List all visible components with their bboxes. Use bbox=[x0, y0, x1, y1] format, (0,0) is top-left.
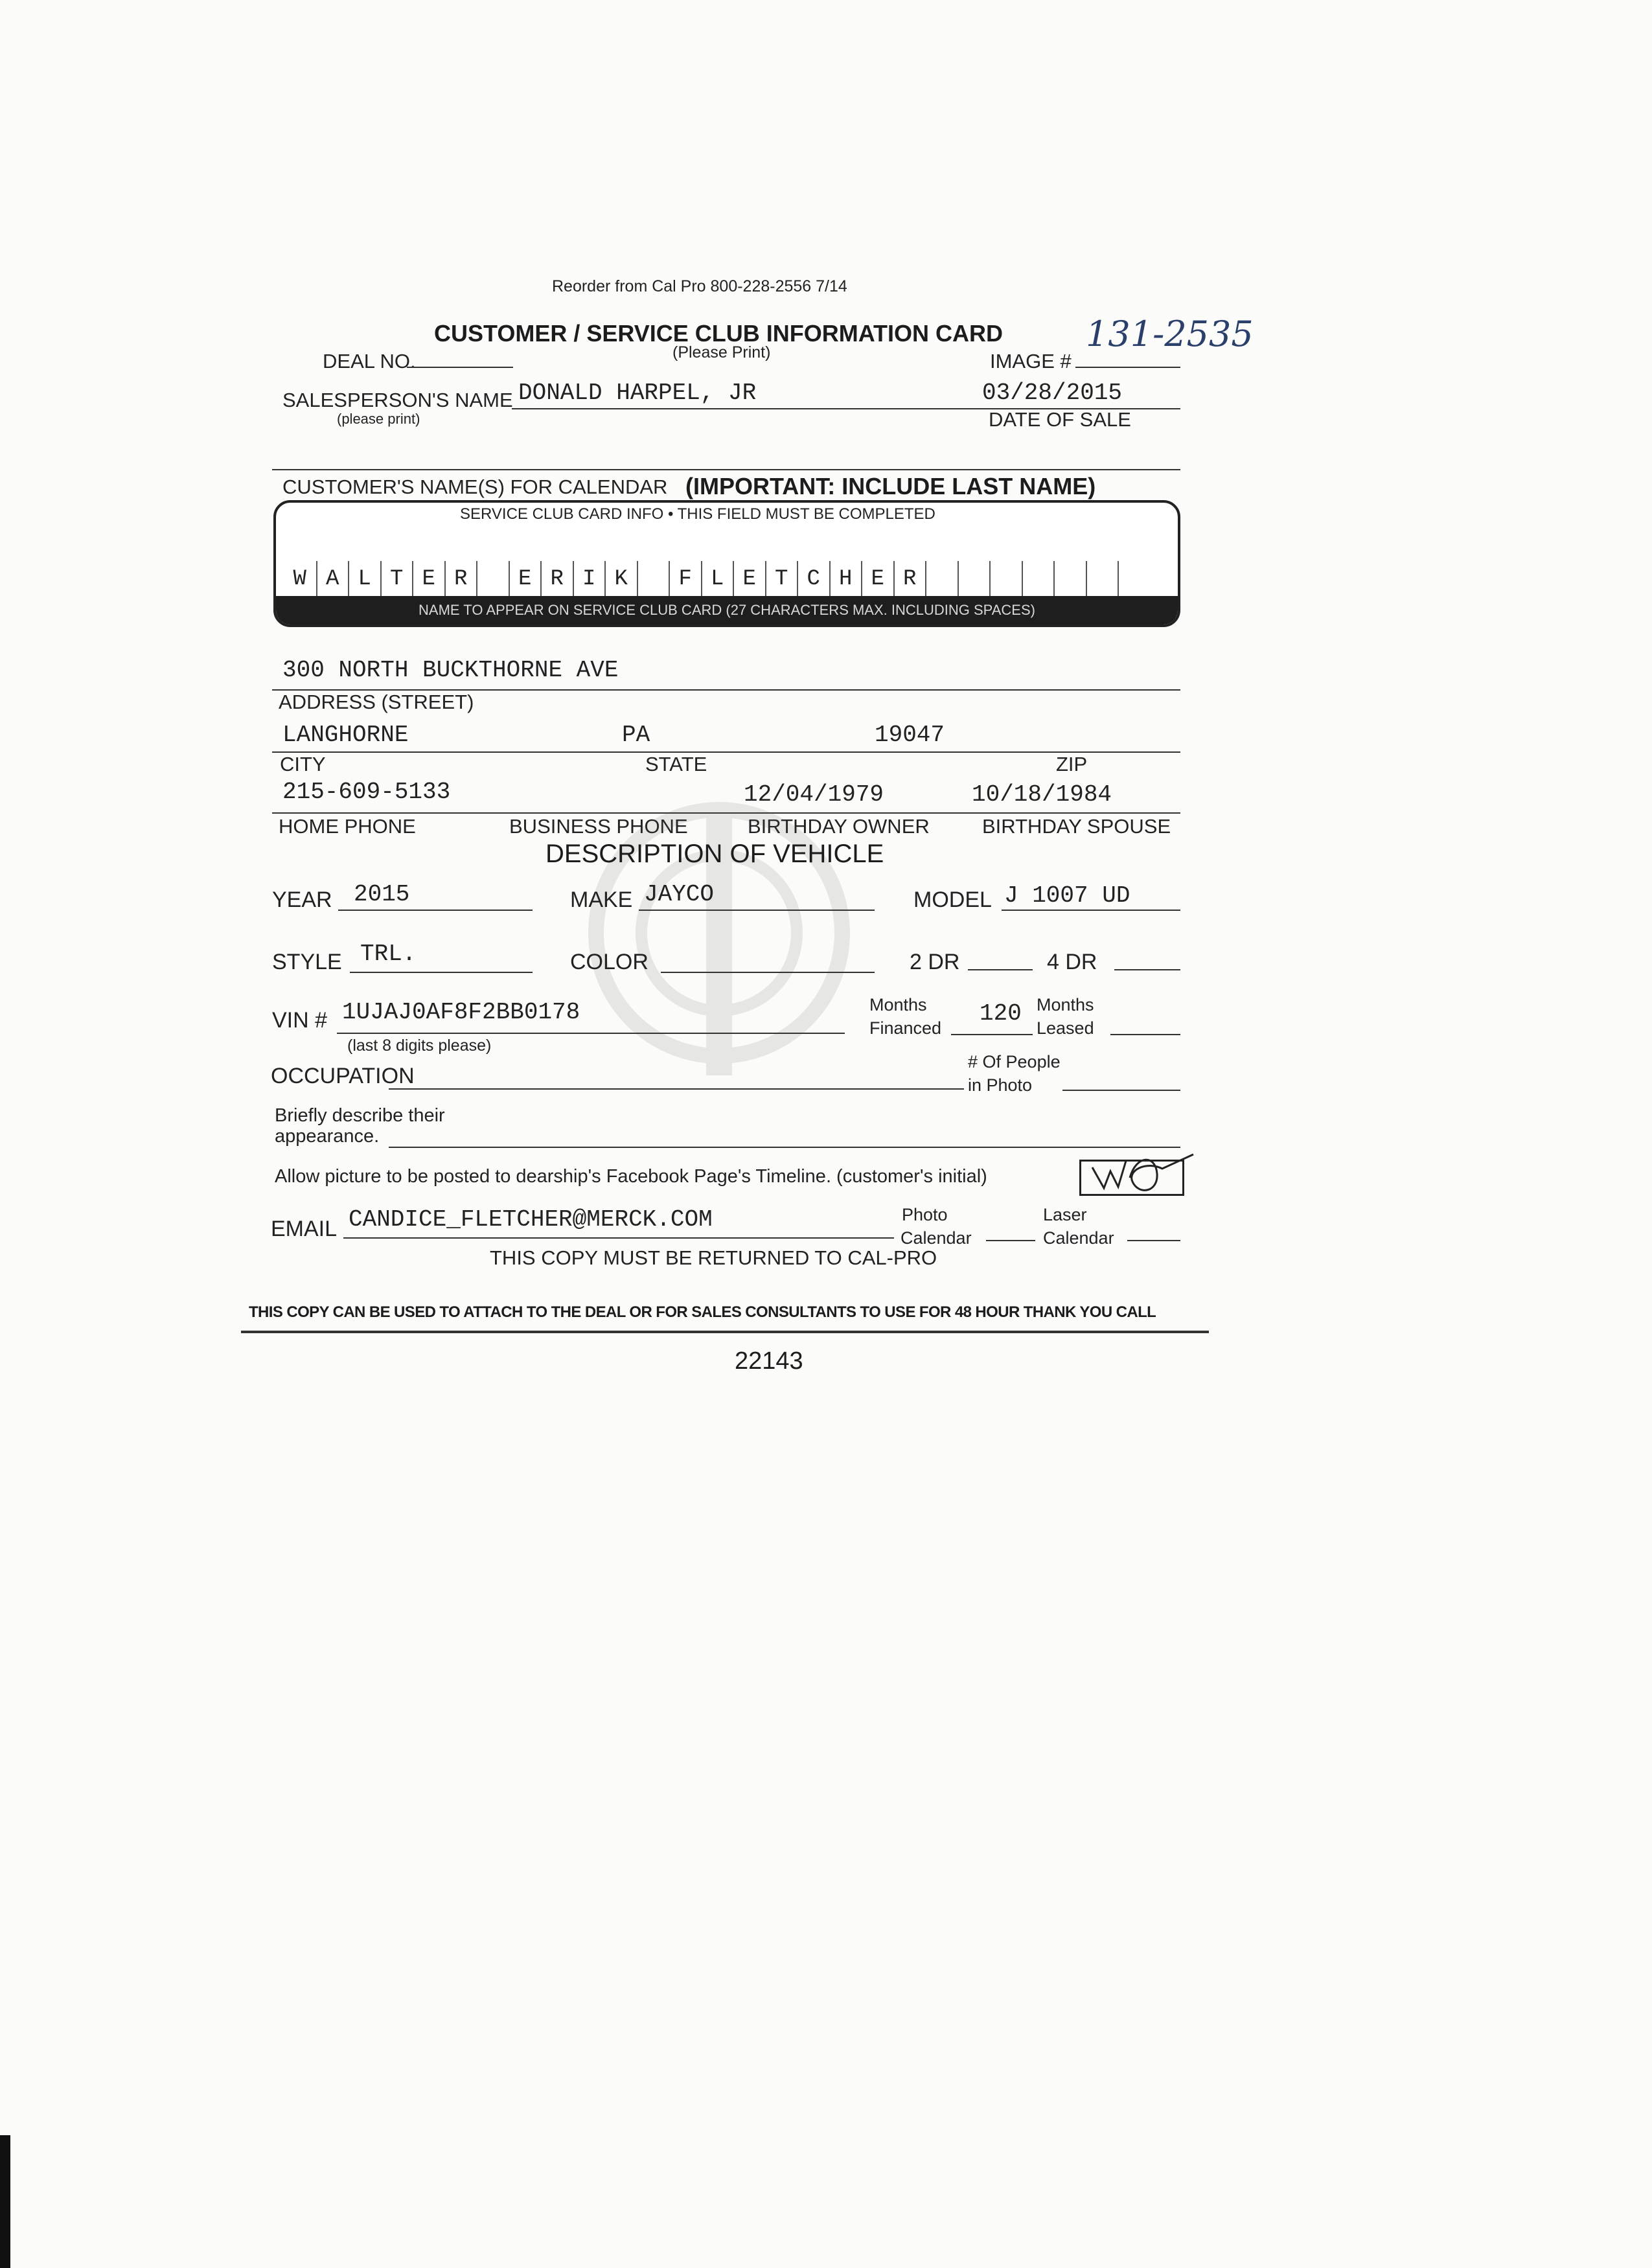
people-label-top: # Of People bbox=[968, 1052, 1061, 1071]
birthday-owner-value[interactable]: 12/04/1979 bbox=[744, 781, 884, 808]
reorder-note: Reorder from Cal Pro 800-228-2556 7/14 bbox=[552, 277, 847, 295]
service-card-char-cell[interactable] bbox=[1086, 561, 1118, 597]
occupation-label: OCCUPATION bbox=[271, 1064, 415, 1088]
email-label: EMAIL bbox=[271, 1217, 338, 1241]
months-financed-label-top: Months bbox=[869, 995, 927, 1014]
service-card-char-cell[interactable]: H bbox=[829, 561, 862, 597]
months-leased-label-bottom: Leased bbox=[1037, 1018, 1094, 1038]
deal-no-field[interactable] bbox=[407, 367, 513, 368]
return-note: THIS COPY MUST BE RETURNED TO CAL-PRO bbox=[490, 1246, 937, 1269]
service-card-footer: NAME TO APPEAR ON SERVICE CLUB CARD (27 CHARACTERS MAX. INCLUDING SPACES) bbox=[276, 596, 1178, 624]
vin-line bbox=[337, 1033, 845, 1034]
model-line bbox=[1002, 910, 1180, 911]
deal-no-label: DEAL NO. bbox=[323, 350, 416, 372]
service-card-char-cell[interactable]: L bbox=[348, 561, 380, 597]
style-line bbox=[350, 972, 533, 973]
vin-label: VIN # bbox=[272, 1008, 328, 1033]
birthday-spouse-label: BIRTHDAY SPOUSE bbox=[982, 815, 1171, 838]
laser-calendar-line[interactable] bbox=[1127, 1240, 1180, 1241]
service-card-char-cell[interactable]: T bbox=[765, 561, 797, 597]
service-card-char-cell[interactable] bbox=[1022, 561, 1054, 597]
home-phone-value[interactable]: 215-609-5133 bbox=[282, 779, 451, 805]
service-card-char-cell[interactable]: I bbox=[573, 561, 605, 597]
model-value[interactable]: J 1007 UD bbox=[1004, 882, 1130, 909]
image-no-handwritten: 131-2535 bbox=[1086, 314, 1254, 354]
date-of-sale-label: DATE OF SALE bbox=[989, 408, 1131, 431]
people-line[interactable] bbox=[1062, 1090, 1180, 1091]
months-leased-line[interactable] bbox=[1110, 1034, 1180, 1035]
style-label: STYLE bbox=[272, 950, 342, 974]
laser-calendar-label-bottom: Calendar bbox=[1043, 1228, 1114, 1248]
two-door-label: 2 DR bbox=[910, 950, 960, 974]
home-phone-label: HOME PHONE bbox=[279, 815, 416, 838]
date-of-sale-value[interactable]: 03/28/2015 bbox=[982, 380, 1123, 406]
image-no-field[interactable] bbox=[1075, 367, 1180, 368]
city-value[interactable]: LANGHORNE bbox=[282, 722, 409, 748]
service-card-char-cell[interactable]: E bbox=[412, 561, 444, 597]
service-card-char-cell[interactable]: A bbox=[316, 561, 349, 597]
service-card-header: SERVICE CLUB CARD INFO • THIS FIELD MUST BE COMPLETED bbox=[460, 505, 935, 523]
attach-note: THIS COPY CAN BE USED TO ATTACH TO THE DEAL OR FOR SALES CONSULTANTS TO USE FOR 48 HOUR THANK YOU CALL bbox=[249, 1303, 1156, 1321]
please-print-note: (Please Print) bbox=[672, 343, 771, 361]
occupation-line[interactable] bbox=[389, 1088, 964, 1090]
address-label: ADDRESS (STREET) bbox=[279, 691, 474, 713]
zip-label: ZIP bbox=[1056, 753, 1088, 775]
year-line bbox=[338, 910, 533, 911]
form-title: CUSTOMER / SERVICE CLUB INFORMATION CARD bbox=[434, 320, 1004, 347]
business-phone-label: BUSINESS PHONE bbox=[509, 815, 688, 838]
service-card-char-cell[interactable]: F bbox=[669, 561, 701, 597]
service-card-char-cell[interactable]: K bbox=[604, 561, 637, 597]
appearance-label-top: Briefly describe their bbox=[275, 1105, 445, 1126]
four-door-label: 4 DR bbox=[1047, 950, 1097, 974]
salesperson-sub: (please print) bbox=[337, 411, 420, 427]
service-card-char-cell[interactable]: R bbox=[893, 561, 926, 597]
people-label-bottom: in Photo bbox=[968, 1075, 1033, 1095]
service-card-char-cell[interactable]: L bbox=[701, 561, 733, 597]
style-value[interactable]: TRL. bbox=[360, 941, 417, 967]
salesperson-value[interactable]: DONALD HARPEL, JR bbox=[518, 380, 757, 406]
color-label: COLOR bbox=[570, 950, 648, 974]
service-card-char-cell[interactable] bbox=[476, 561, 509, 597]
service-card-char-cell[interactable] bbox=[925, 561, 958, 597]
color-line[interactable] bbox=[661, 972, 875, 973]
service-card-box bbox=[273, 500, 1180, 627]
service-card-char-cell[interactable] bbox=[637, 561, 669, 597]
service-card-char-cell[interactable]: R bbox=[444, 561, 477, 597]
service-card-char-cell[interactable] bbox=[1053, 561, 1086, 597]
appearance-label-bottom: appearance. bbox=[275, 1126, 380, 1147]
photo-calendar-label-bottom: Calendar bbox=[901, 1228, 972, 1248]
months-financed-value[interactable]: 120 bbox=[980, 1000, 1022, 1027]
two-door-line[interactable] bbox=[968, 969, 1033, 970]
service-card-char-cell[interactable] bbox=[989, 561, 1022, 597]
appearance-line[interactable] bbox=[389, 1147, 1180, 1148]
calendar-important-note: (IMPORTANT: INCLUDE LAST NAME) bbox=[685, 473, 1096, 499]
birthday-spouse-value[interactable]: 10/18/1984 bbox=[972, 781, 1112, 808]
service-card-char-cell[interactable]: C bbox=[797, 561, 829, 597]
make-label: MAKE bbox=[570, 888, 633, 912]
service-card-char-cell[interactable] bbox=[958, 561, 990, 597]
address-value[interactable]: 300 NORTH BUCKTHORNE AVE bbox=[282, 657, 619, 683]
months-financed-label-bottom: Financed bbox=[869, 1018, 942, 1038]
photo-calendar-label-top: Photo bbox=[902, 1205, 948, 1224]
four-door-line[interactable] bbox=[1114, 969, 1180, 970]
email-line bbox=[343, 1237, 894, 1239]
laser-calendar-label-top: Laser bbox=[1043, 1205, 1087, 1224]
footer-rule bbox=[241, 1331, 1209, 1333]
year-label: YEAR bbox=[272, 888, 332, 912]
customer-initial-signature-icon bbox=[1084, 1141, 1201, 1213]
service-card-cells[interactable] bbox=[284, 561, 1150, 597]
birthday-owner-label: BIRTHDAY OWNER bbox=[748, 815, 930, 838]
calendar-name-label: CUSTOMER'S NAME(S) FOR CALENDAR bbox=[282, 475, 668, 498]
make-line bbox=[639, 910, 875, 911]
vehicle-heading: DESCRIPTION OF VEHICLE bbox=[545, 840, 884, 868]
service-card-char-cell[interactable]: E bbox=[733, 561, 765, 597]
calendar-name-line bbox=[272, 469, 1180, 470]
months-financed-line bbox=[951, 1034, 1033, 1035]
state-value[interactable]: PA bbox=[622, 722, 650, 748]
months-leased-label-top: Months bbox=[1037, 995, 1094, 1014]
service-card-char-cell[interactable]: R bbox=[540, 561, 573, 597]
model-label: MODEL bbox=[913, 888, 992, 912]
vin-sub: (last 8 digits please) bbox=[347, 1037, 492, 1055]
service-card-char-cell[interactable]: E bbox=[509, 561, 541, 597]
service-card-char-cell[interactable]: W bbox=[293, 567, 306, 591]
make-value[interactable]: JAYCO bbox=[644, 881, 715, 908]
email-value[interactable]: CANDICE_FLETCHER@MERCK.COM bbox=[349, 1206, 713, 1233]
city-label: CITY bbox=[280, 753, 326, 775]
vin-value[interactable]: 1UJAJ0AF8F2BB0178 bbox=[342, 999, 580, 1025]
service-card-char-cell[interactable] bbox=[1118, 561, 1150, 597]
service-card-char-cell[interactable]: E bbox=[861, 561, 893, 597]
form-number: 22143 bbox=[735, 1347, 803, 1375]
zip-value[interactable]: 19047 bbox=[875, 722, 945, 748]
city-line bbox=[272, 751, 1180, 753]
photo-calendar-line[interactable] bbox=[986, 1240, 1035, 1241]
state-label: STATE bbox=[645, 753, 707, 775]
image-no-label: IMAGE # bbox=[990, 350, 1072, 372]
scan-edge-mark bbox=[0, 2135, 10, 2268]
cal-pro-watermark-icon bbox=[583, 777, 855, 1088]
facebook-permission-label: Allow picture to be posted to dearship's Facebook Page's Timeline. (customer's initial) bbox=[275, 1166, 987, 1187]
service-card-char-cell[interactable]: T bbox=[380, 561, 413, 597]
year-value[interactable]: 2015 bbox=[354, 881, 410, 908]
salesperson-label: SALESPERSON'S NAME bbox=[282, 389, 513, 411]
